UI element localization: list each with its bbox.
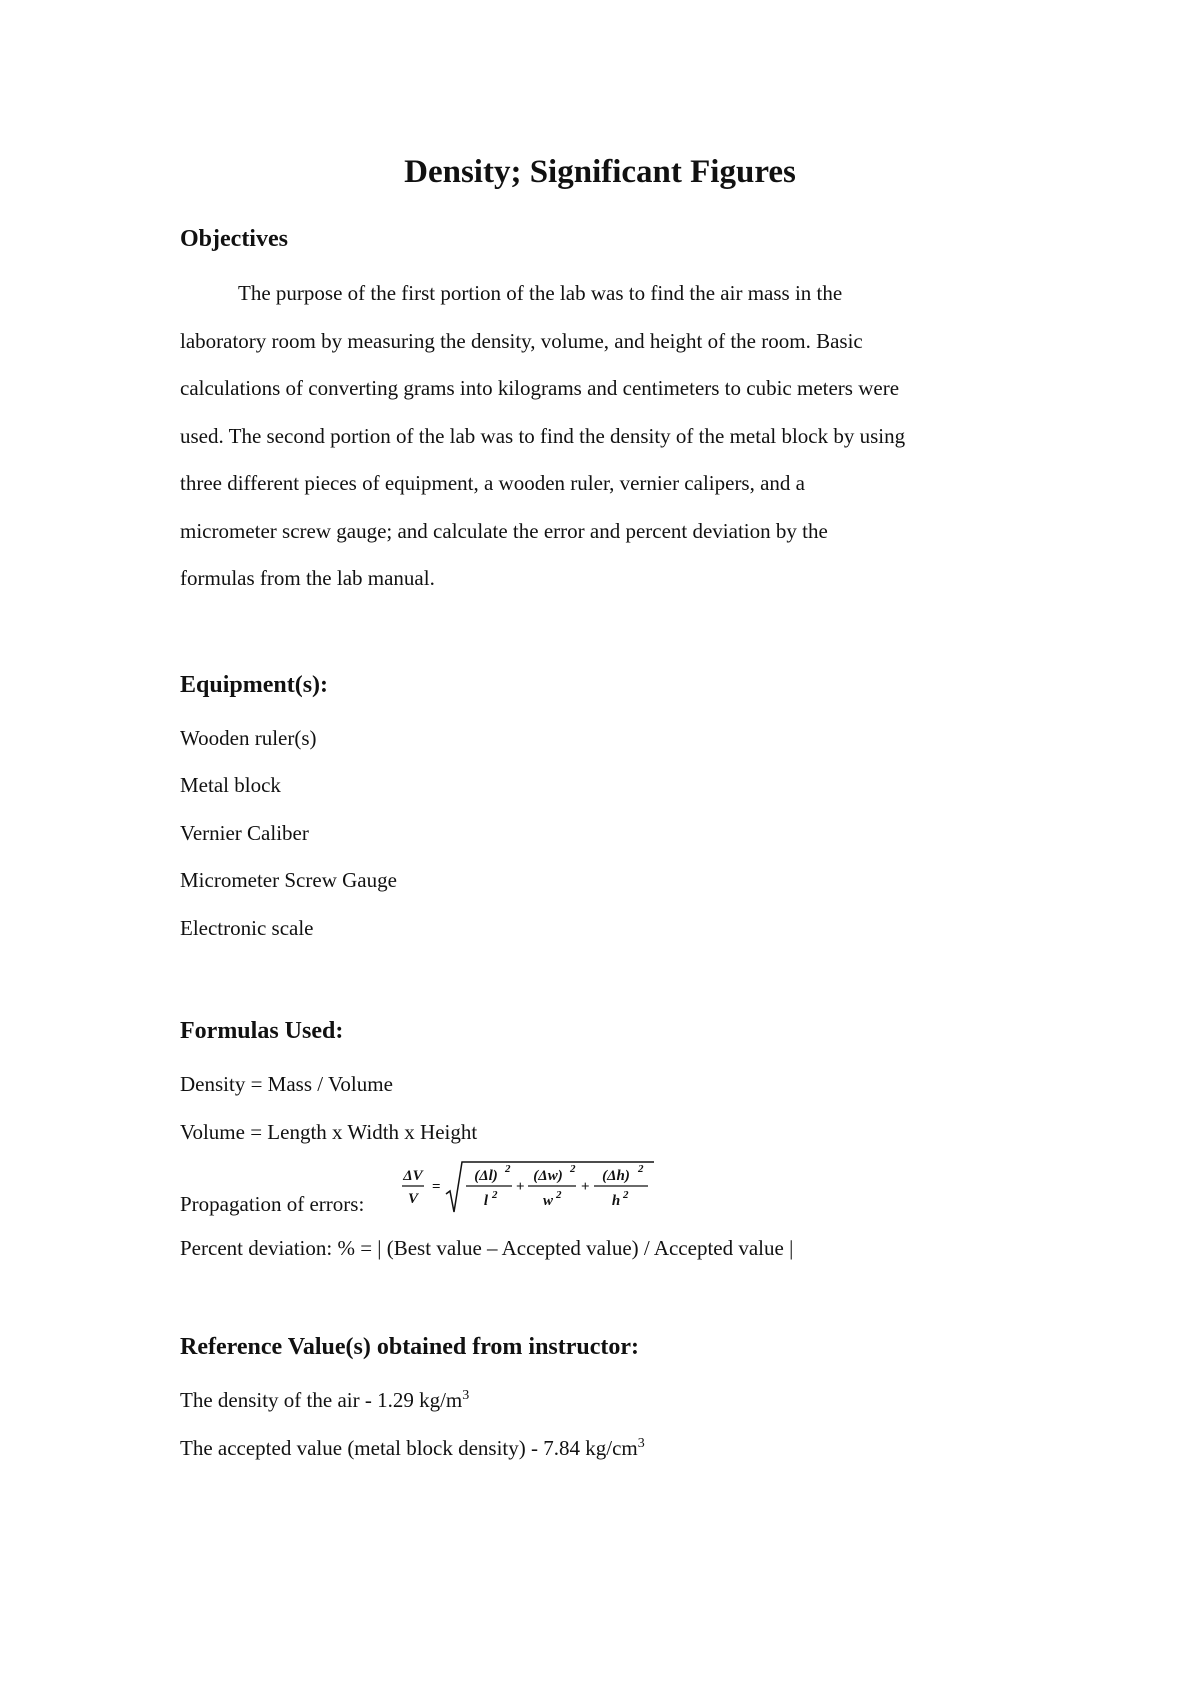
equipment-item: Electronic scale — [180, 916, 314, 940]
eq-plus: + — [516, 1179, 525, 1195]
eq-term-exponent: 2 — [505, 1163, 511, 1175]
eq-term-denominator-exponent: 2 — [492, 1189, 498, 1201]
objectives-line: formulas from the lab manual. — [180, 566, 435, 590]
objectives-line: three different pieces of equipment, a wooden ruler, vernier calipers, and a — [180, 471, 805, 495]
equipment-item: Vernier Caliber — [180, 821, 309, 845]
objectives-line: laboratory room by measuring the density, volume, and height of the room. Basic — [180, 328, 863, 353]
objectives-line: The purpose of the first portion of the lab was to find the air mass in the — [238, 281, 843, 305]
eq-term-numerator: (Δh) — [602, 1168, 630, 1184]
unit-exponent: 3 — [637, 1436, 645, 1451]
air-density-value: The density of the air - 1.29 $kg/m^3$ — [180, 1388, 470, 1412]
eq-term-denominator-exponent: 2 — [556, 1189, 562, 1201]
eq-term-denominator: l — [483, 1193, 489, 1209]
equipment-heading: Equipment(s): — [180, 672, 329, 698]
eq-equals: = — [432, 1179, 441, 1195]
accepted-density-value: The accepted value (metal block density) - 7.84 $kg/cm^3$ — [180, 1436, 645, 1460]
propagation-label: Propagation of errors: — [180, 1192, 365, 1216]
density-formula: Density = Mass / Volume — [180, 1072, 393, 1096]
eq-plus: + — [581, 1179, 590, 1195]
eq-lhs-numerator: ΔV — [403, 1168, 423, 1184]
propagation-equation — [398, 1158, 658, 1218]
reference-heading: Reference Value(s) obtained from instructor: — [180, 1334, 640, 1360]
eq-term-exponent: 2 — [570, 1163, 576, 1175]
eq-term-denominator: h — [611, 1193, 621, 1209]
eq-lhs-denominator: V — [407, 1191, 419, 1207]
objectives-paragraph — [180, 270, 1030, 603]
unit-exponent: 3 — [462, 1388, 470, 1403]
volume-formula: Volume = Length x Width x Height — [180, 1120, 478, 1144]
eq-term-numerator: (Δw) — [533, 1168, 563, 1184]
objectives-line: calculations of converting grams into kilograms and centimeters to cubic meters were — [180, 376, 900, 400]
equipment-item: Wooden ruler(s) — [180, 726, 317, 750]
objectives-line: micrometer screw gauge; and calculate the error and percent deviation by the — [180, 518, 828, 543]
objectives-heading: Objectives — [180, 226, 288, 252]
eq-term-denominator: w — [542, 1193, 554, 1209]
eq-term-denominator-exponent: 2 — [623, 1189, 629, 1201]
equipment-item: Micrometer Screw Gauge — [180, 868, 397, 892]
formulas-heading: Formulas Used: — [180, 1018, 344, 1044]
eq-term-exponent: 2 — [638, 1163, 644, 1175]
eq-term-numerator: (Δl) — [474, 1168, 498, 1184]
percent-deviation-formula: Percent deviation: % = | (Best value – Accepted value) / Accepted value | — [180, 1236, 794, 1260]
equipment-item: Metal block — [180, 773, 281, 797]
objectives-line: used. The second portion of the lab was to find the density of the metal block by using — [180, 423, 906, 448]
page-title: Density; Significant Figures — [404, 154, 796, 190]
